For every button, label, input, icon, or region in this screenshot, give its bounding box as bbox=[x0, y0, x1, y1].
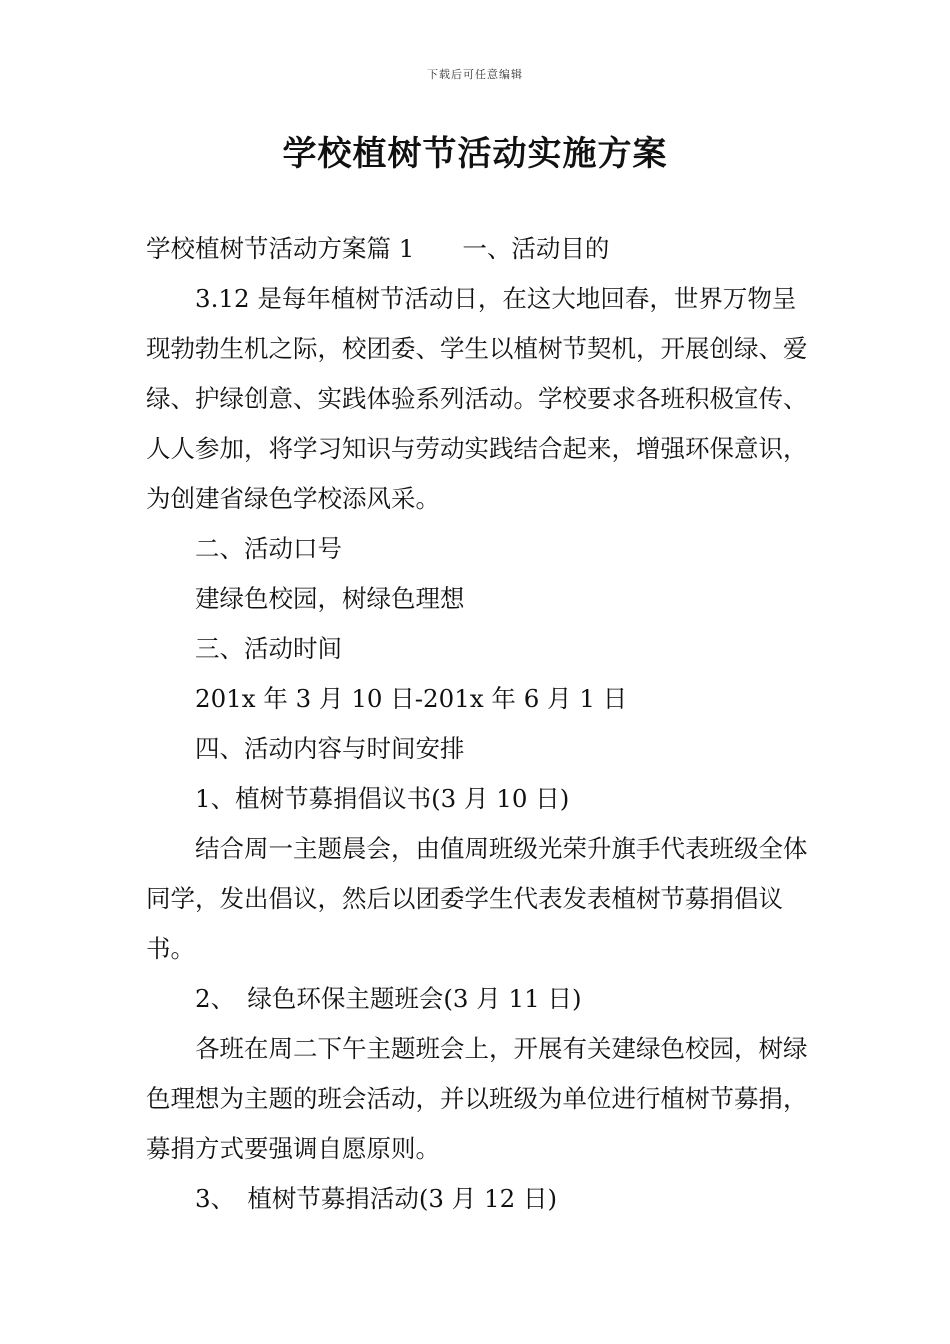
section-heading-content: 四、活动内容与时间安排 bbox=[195, 734, 465, 763]
paragraph-item-1: 结合周一主题晨会，由值周班级光荣升旗手代表班级全体同学，发出倡议，然后以团委学生代表发表植树节募捐倡议书。 bbox=[146, 834, 808, 963]
section-heading-purpose: 一、活动目的 bbox=[462, 234, 610, 263]
paragraph-slogan: 建绿色校园，树绿色理想 bbox=[195, 584, 465, 613]
section-heading-slogan: 二、活动口号 bbox=[195, 534, 342, 563]
item-heading-1: 1、植树节募捐倡议书(3 月 10 日) bbox=[195, 784, 570, 813]
item-heading-3: 3、 植树节募捐活动(3 月 12 日) bbox=[195, 1184, 558, 1213]
plan-label: 学校植树节活动方案篇 1 bbox=[146, 234, 415, 263]
paragraph-time: 201x 年 3 月 10 日-201x 年 6 月 1 日 bbox=[195, 684, 628, 713]
document-body bbox=[146, 224, 808, 1224]
paragraph-purpose: 3.12 是每年植树节活动日，在这大地回春，世界万物呈现勃勃生机之际，校团委、学生以植树节契机，开展创绿、爱绿、护绿创意、实践体验系列活动。学校要求各班积极宣传、人人参加，将学习知识与劳动实践结合起来，增强环保意识，为创建省绿色学校添风采。 bbox=[146, 284, 808, 513]
section-heading-time: 三、活动时间 bbox=[195, 634, 342, 663]
document-title: 学校植树节活动实施方案 bbox=[282, 134, 668, 174]
header-note: 下载后可任意编辑 bbox=[427, 68, 523, 81]
paragraph-item-2: 各班在周二下午主题班会上，开展有关建绿色校园，树绿色理想为主题的班会活动，并以班级为单位进行植树节募捐，募捐方式要强调自愿原则。 bbox=[146, 1034, 808, 1163]
item-heading-2: 2、 绿色环保主题班会(3 月 11 日) bbox=[195, 984, 582, 1013]
section-heading-line bbox=[146, 224, 808, 274]
